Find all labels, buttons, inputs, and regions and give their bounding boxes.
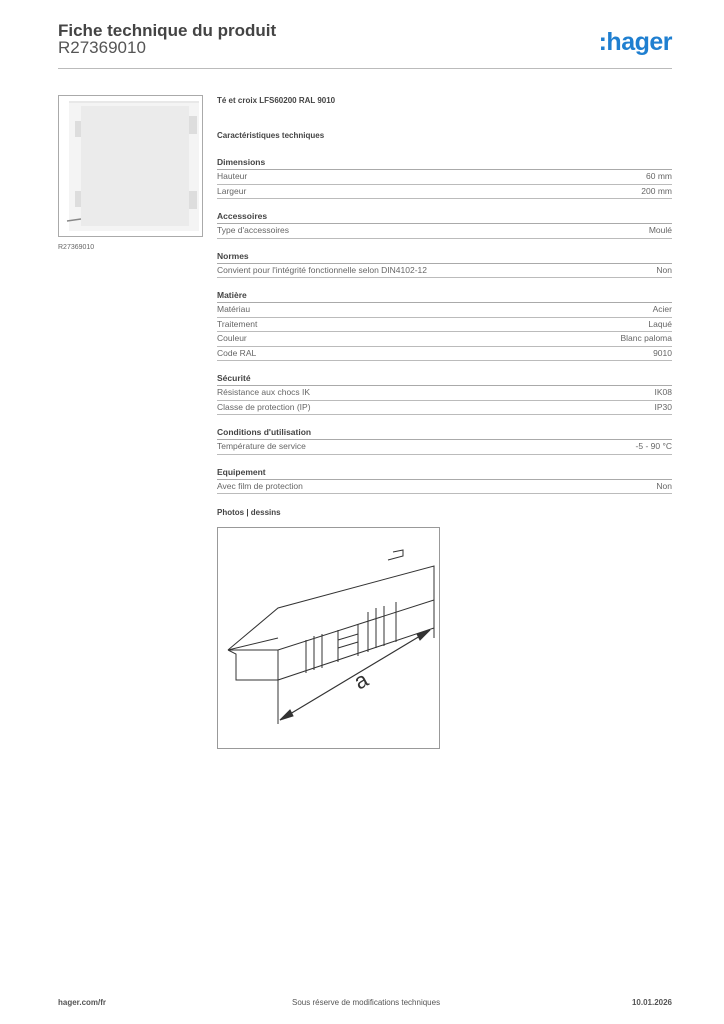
spec-section [217, 426, 672, 455]
spec-label: Largeur [217, 185, 247, 196]
spec-label: Classe de protection (IP) [217, 401, 311, 412]
spec-row [217, 185, 672, 200]
section-heading: Equipement [217, 466, 672, 480]
spec-value: 200 mm [641, 185, 672, 196]
section-heading: Matière [217, 289, 672, 303]
specifications [217, 96, 672, 494]
spec-label: Traitement [217, 318, 258, 329]
spec-label: Hauteur [217, 171, 248, 181]
spec-value: Non [656, 264, 672, 275]
section-heading: Dimensions [217, 156, 672, 170]
spec-section [217, 250, 672, 279]
product-image [58, 95, 203, 237]
product-reference: R27369010 [58, 38, 146, 57]
spec-section [217, 289, 672, 361]
spec-row [217, 318, 672, 333]
header-divider [58, 68, 672, 69]
spec-label: Couleur [217, 333, 247, 343]
spec-row [217, 401, 672, 416]
footer-notice: Sous réserve de modifications techniques [292, 998, 441, 1007]
spec-value: IP30 [654, 401, 672, 412]
dimension-label: a [349, 666, 373, 695]
spec-value: Acier [652, 304, 672, 314]
hager-logo: :hager [598, 28, 672, 56]
spec-value: Non [656, 480, 672, 491]
spec-row [217, 303, 672, 318]
spec-row [217, 480, 672, 495]
spec-label: Résistance aux chocs IK [217, 387, 311, 397]
spec-section [217, 156, 672, 199]
spec-value: Blanc paloma [620, 333, 672, 343]
section-heading: Accessoires [217, 210, 672, 224]
spec-row [217, 224, 672, 239]
spec-row [217, 347, 672, 362]
footer-website[interactable]: hager.com/fr [58, 998, 107, 1007]
spec-value: Moulé [648, 225, 672, 235]
page-title: Fiche technique du produit [58, 21, 277, 40]
spec-label: Type d'accessoires [217, 225, 290, 235]
spec-label: Convient pour l'intégrité fonctionnelle selon DIN4102-12 [217, 264, 428, 275]
spec-value: 9010 [653, 347, 672, 358]
technical-drawing [217, 527, 440, 749]
spec-value: IK08 [654, 387, 672, 397]
spec-row [217, 264, 672, 279]
spec-label: Code RAL [217, 347, 257, 358]
spec-label: Avec film de protection [217, 480, 303, 491]
section-heading: Sécurité [217, 372, 672, 386]
spec-row [217, 440, 672, 455]
section-heading: Conditions d'utilisation [217, 426, 672, 440]
spec-section [217, 372, 672, 415]
spec-row [217, 332, 672, 347]
spec-value: Laqué [648, 318, 672, 329]
spec-row [217, 170, 672, 185]
image-caption: R27369010 [58, 244, 95, 251]
spec-value: -5 - 90 °C [635, 441, 672, 451]
section-heading: Normes [217, 250, 672, 264]
spec-section [217, 466, 672, 495]
spec-row [217, 386, 672, 401]
photos-heading: Photos | dessins [217, 508, 281, 517]
specs-heading: Caractéristiques techniques [217, 131, 325, 140]
product-title: Té et croix LFS60200 RAL 9010 [217, 96, 336, 105]
footer-date: 10.01.2026 [631, 998, 672, 1007]
spec-value: 60 mm [646, 171, 672, 181]
spec-label: Température de service [217, 441, 306, 451]
spec-section [217, 210, 672, 239]
spec-label: Matériau [217, 304, 251, 314]
